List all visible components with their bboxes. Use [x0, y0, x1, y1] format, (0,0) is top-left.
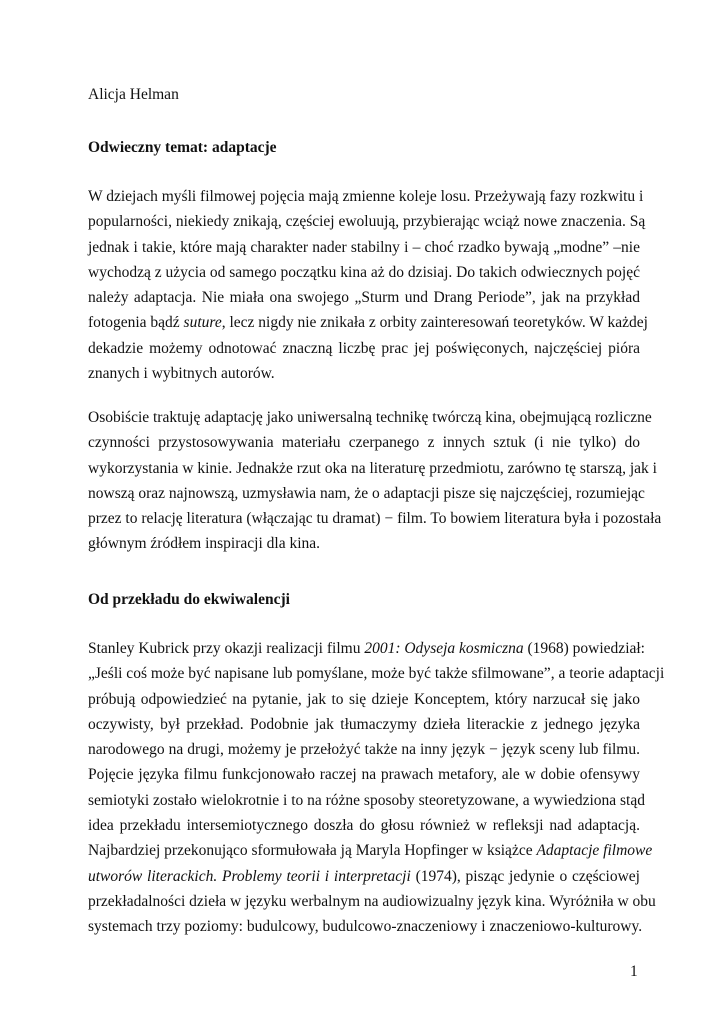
text-line: znanych i wybitnych autorów.: [88, 365, 275, 383]
text-line: idea przekładu intersemiotycznego doszła do głosu również w refleksji nad adaptacją.: [88, 817, 640, 835]
text-line: wychodzą z użycia od samego początku kina aż do dzisiaj. Do takich odwiecznych pojęć: [88, 263, 640, 281]
text-line: należy adaptacja. Nie miała ona swojego „Sturm und Drang Periode”, jak na przykład: [88, 289, 640, 307]
text-line: wykorzystania w kinie. Jednakże rzut oka na literaturę przedmiotu, zarówno tę starszą, jak i: [88, 459, 657, 477]
text-line: oczywisty, był przekład. Podobnie jak tłumaczymy dzieła literackie z jednego języka: [88, 715, 640, 733]
paragraph-1: [88, 184, 648, 386]
text-line: Najbardziej przekonująco sformułowała ją Maryla Hopfinger w książce Adaptacje filmowe: [88, 842, 653, 860]
italic-book-title: Adaptacje filmowe: [536, 842, 653, 860]
section-heading: Od przekładu do ekwiwalencji: [88, 591, 290, 608]
italic-book-title: utworów literackich. Problemy teorii i interpretacji: [88, 867, 411, 885]
text-line: przekładalności dzieła w języku werbalnym na audiowizualny język kina. Wyróżniła w obu: [88, 892, 656, 910]
text-line: nowszą oraz najnowszą, uzmysławia nam, że o adaptacji pisze się najczęściej, rozumiejąc: [88, 484, 645, 502]
text-line: utworów literackich. Problemy teorii i interpretacji (1974), pisząc jedynie o częściowej: [88, 867, 640, 885]
text-line: próbują odpowiedzieć na pytanie, jak to się dzieje Konceptem, który narzucał się jako: [88, 690, 640, 708]
text-line: przez to relację literatura (włączając tu dramat) − film. To bowiem literatura była i pozostała: [88, 510, 662, 528]
italic-term: suture: [183, 314, 222, 332]
text-line: czynności przystosowywania materiału czerpanego z innych sztuk (i nie tylko) do: [88, 434, 640, 452]
text-line: W dziejach myśli filmowej pojęcia mają zmienne koleje losu. Przeżywają fazy rozkwitu i: [88, 188, 644, 205]
text-line: systemach trzy poziomy: budulcowy, budulcowo-znaczeniowy i znaczeniowo-kulturowy.: [88, 918, 643, 936]
text-line: Pojęcie języka filmu funkcjonowało raczej na prawach metafory, ale w dobie ofensywy: [88, 766, 640, 784]
italic-film-title: 2001: Odyseja kosmiczna: [364, 640, 524, 657]
article-title: Odwieczny temat: adaptacje: [88, 139, 277, 156]
paragraph-3: [88, 636, 665, 940]
text-line: dekadzie możemy odnotować znaczną liczbę prac jej poświęconych, najczęściej pióra: [88, 339, 640, 357]
text-line: Osobiście traktuję adaptację jako uniwersalną technikę twórczą kina, obejmującą rozliczne: [88, 409, 652, 426]
page-number: 1: [630, 963, 638, 980]
text-line: narodowego na drugi, możemy je przełożyć także na inny język − język sceny lub filmu.: [88, 741, 640, 759]
text-line: głównym źródłem inspiracji dla kina.: [88, 535, 321, 553]
text-line: semiotyki zostało wielokrotnie i to na różne sposoby steoretyzowane, a wywiedziona stąd: [88, 791, 645, 809]
text-line: Stanley Kubrick przy okazji realizacji filmu 2001: Odyseja kosmiczna (1968) powiedział:: [88, 640, 645, 657]
text-line: jednak i takie, które mają charakter nader stabilny i – choć rzadko bywają „modne” –nie: [88, 238, 640, 256]
text-line: popularności, niekiedy znikają, częściej ewoluują, przybierając wciąż nowe znaczenia. Są: [88, 213, 646, 231]
text-line: „Jeśli coś może być napisane lub pomyślane, może być także sfilmowane”, a teorie adaptacji: [88, 665, 665, 683]
text-line: fotogenia bądź suture, lecz nigdy nie znikała z orbity zainteresowań teoretyków. W każdej: [88, 314, 648, 332]
author-name: Alicja Helman: [88, 86, 179, 103]
paragraph-2: [88, 405, 662, 557]
